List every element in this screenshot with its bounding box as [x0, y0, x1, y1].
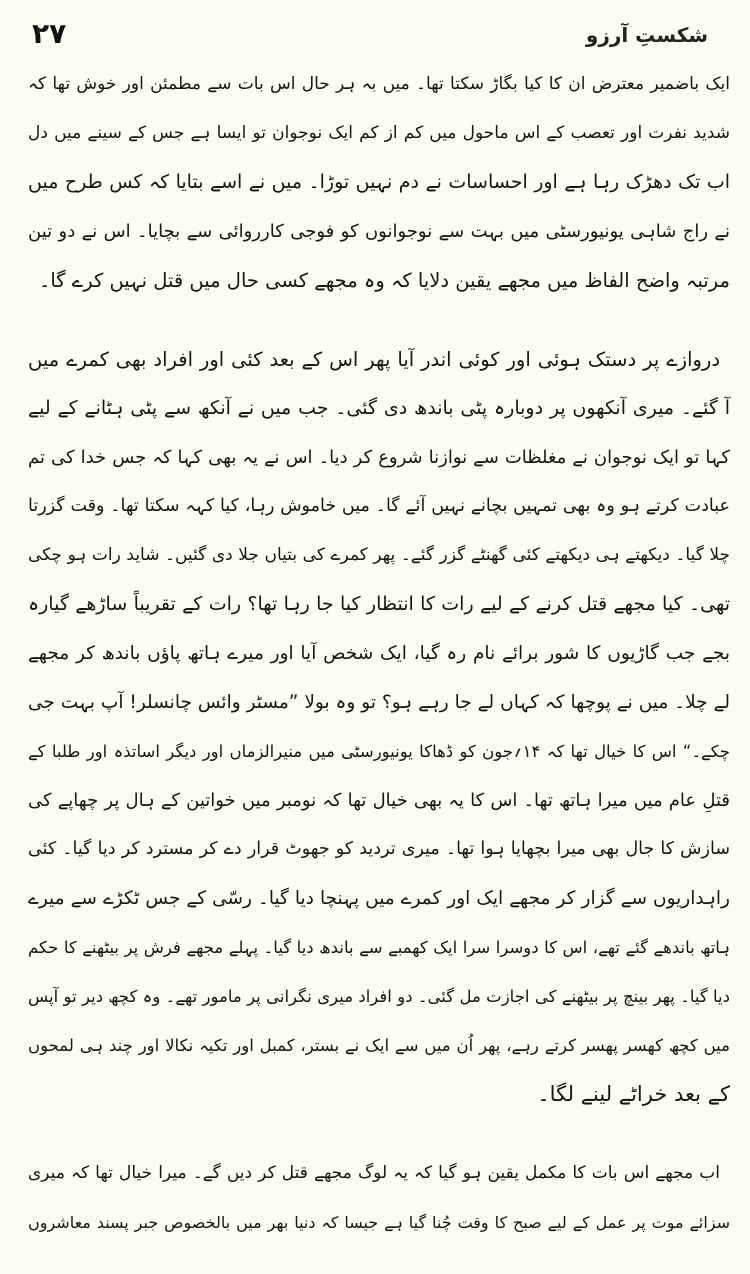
page-number: ۲۷ — [32, 17, 67, 50]
text-line: اب مجھے اس بات کا مکمل یقین ہو گیا کہ یہ لوگ مجھے قتل کر دیں گے۔ میرا خیال تھا کہ میری — [28, 1163, 720, 1183]
text-line: اب تک دھڑک رہا ہے اور احساسات نے دم نہیں توڑا۔ میں نے اسے بتایا کہ کس طرح میں — [28, 171, 730, 193]
text-body — [28, 60, 730, 1247]
text-line: مرتبہ واضح الفاظ میں مجھے یقین دلایا کہ وہ مجھے کسی حال میں قتل نہیں کرے گا۔ — [38, 269, 730, 292]
text-line: قتلِ عام میں میرا ہاتھ تھا۔ اس کا یہ بھی خیال تھا کہ نومبر میں خواتین کے ہال پر چھاپے کی — [28, 790, 730, 811]
text-line: کہا تو ایک نوجوان نے مغلظات سے نوازنا شروع کر دیا۔ اس نے یہ بھی کہا کہ جس خدا کی تم — [28, 447, 730, 468]
text-line: عبادت کرتے ہو وہ بھی تمہیں بچانے نہیں آئے گا۔ میں خاموش رہا، کیا کہہ سکتا تھا۔ وقت گزرتا — [28, 496, 730, 516]
text-line: راہداریوں سے گزار کر مجھے ایک اور کمرے میں پہنچا دیا گیا۔ رسّی کے جس ٹکڑے سے میرے — [28, 888, 730, 909]
text-line: ہاتھ باندھے گئے تھے، اس کا دوسرا سرا ایک کھمبے سے باندھ دیا گیا۔ پہلے مجھے فرش پر بیٹھنے کا حکم — [28, 938, 730, 957]
text-line: چلا گیا۔ دیکھتے ہی دیکھتے کئی گھنٹے گزر گئے۔ پھر کمرے کی بتیاں جلا دی گئیں۔ شاید رات ہو چکی — [28, 545, 730, 565]
text-line: بجے جب گاڑیوں کا شور برائے نام رہ گیا، ایک شخص آیا اور میرے ہاتھ پاؤں باندھ کر مجھے — [28, 643, 730, 664]
text-line: چکے۔“ اس کا خیال تھا کہ ۱۴؍جون کو ڈھاکا یونیورسٹی میں منیرالزماں اور دیگر اساتذہ اور طلبا کے — [28, 742, 730, 761]
text-line: لے چلا۔ میں نے پوچھا کہ کہاں لے جا رہے ہو؟ تو وہ بولا ”مسٹر وائس چانسلر! آپ بہت جی — [28, 692, 730, 713]
text-line: ایک باضمیر معترض ان کا کیا بگاڑ سکتا تھا۔ میں بہ ہر حال اس بات سے مطمئن اور خوش تھا کہ — [28, 74, 730, 94]
page-header — [28, 0, 730, 60]
paragraph — [28, 335, 730, 1119]
text-line: میں کچھ کھسر پھسر کرتے رہے، پھر اُن میں سے ایک نے بستر، کمبل اور تکیہ نکالا اور چند ہی لمحوں — [28, 1036, 730, 1055]
text-line: سازش کا جال بھی میرا بچھایا ہوا تھا۔ میری تردید کو جھوٹ قرار دے کر مسترد کر دیا گیا۔ کئی — [28, 839, 730, 859]
text-line: دروازے پر دستک ہوئی اور کوئی اندر آیا پھر اس کے بعد کئی اور افراد بھی کمرے میں — [28, 348, 720, 371]
text-line: شدید نفرت اور تعصب کے اس ماحول میں کم از کم ایک نوجوان تو ایسا ہے جس کے سینے میں دل — [28, 123, 730, 143]
text-line: دیا گیا۔ پھر بینچ پر بیٹھنے کی اجازت مل گئی۔ دو افراد میری نگرانی پر مامور تھے۔ وہ کچھ دیر تو آپس — [28, 987, 730, 1006]
text-line: تھی۔ کیا مجھے قتل کرنے کے لیے رات کا انتظار کیا جا رہا تھا؟ رات کے تقریباً ساڑھے گیارہ — [28, 593, 730, 615]
running-title: شکستِ آرزو — [585, 23, 708, 47]
text-line: سزائے موت پر عمل کے لیے صبح کا وقت چُنا گیا ہے جیسا کہ دنیا بھر میں بالخصوص جبر پسند معاشروں — [28, 1213, 730, 1232]
text-line: نے راج شاہی یونیورسٹی میں بہت سے نوجوانوں کو فوجی کارروائی سے بچایا۔ اس نے دو تین — [28, 221, 730, 242]
paragraph — [28, 1149, 730, 1247]
text-line: کے بعد خراٹے لینے لگا۔ — [537, 1082, 730, 1106]
paragraph — [28, 60, 730, 305]
text-line: آ گئے۔ میری آنکھوں پر دوبارہ پٹی باندھ دی گئی۔ جب میں نے آنکھ سے پٹی ہٹانے کے لیے — [28, 397, 730, 419]
